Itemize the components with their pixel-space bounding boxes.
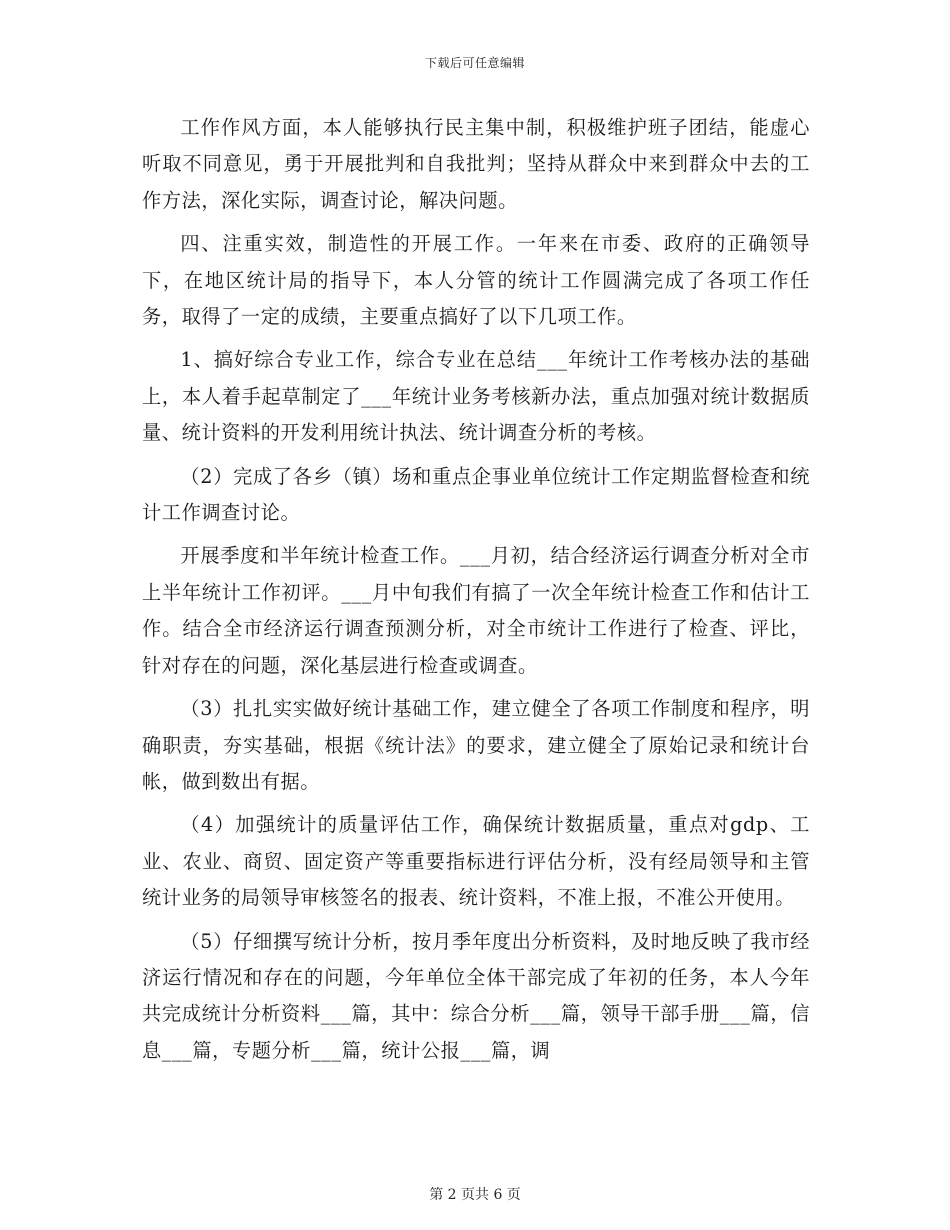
paragraph-item-1: 1、搞好综合专业工作，综合专业在总结___年统计工作考核办法的基础上，本人着手起草制定了___年统计业务考核新办法，重点加强对统计数据质量、统计资料的开发利用统计执法、统计调查分析的考核。 — [142, 348, 810, 445]
paragraph-quarterly-check: 开展季度和半年统计检查工作。___月初，结合经济运行调查分析对全市上半年统计工作初评。___月中旬我们有搞了一次全年统计检查工作和估计工作。结合全市经济运行调查预测分析，对全市统计工作进行了检查、评比，针对存在的问题，深化基层进行检查或调查。 — [142, 544, 810, 677]
paragraph-work-style: 工作作风方面，本人能够执行民主集中制，积极维护班子团结，能虚心听取不同意见，勇于开展批判和自我批判；坚持从群众中来到群众中去的工作方法，深化实际，调查讨论，解决问题。 — [142, 116, 810, 212]
paragraph-item-3: （3）扎扎实实做好统计基础工作，建立健全了各项工作制度和程序，明确职责，夯实基础，根据《统计法》的要求，建立健全了原始记录和统计台帐，做到数出有据。 — [142, 697, 810, 793]
paragraph-item-4: （4）加强统计的质量评估工作，确保统计数据质量，重点对gdp、工业、农业、商贸、固定资产等重要指标进行评估分析，没有经局领导和主管统计业务的局领导审核签名的报表、统计资料，不准上报，不准公开使用。 — [142, 813, 810, 910]
page-footer: 第 2 页共 6 页 — [429, 1187, 521, 1203]
page-header: 下载后可任意编辑 — [424, 56, 525, 70]
paragraph-item-2: （2）完成了各乡（镇）场和重点企事业单位统计工作定期监督检查和统计工作调查讨论。 — [142, 464, 810, 525]
paragraph-section-four: 四、注重实效，制造性的开展工作。一年来在市委、政府的正确领导下，在地区统计局的指导下，本人分管的统计工作圆满完成了各项工作任务，取得了一定的成绩，主要重点搞好了以下几项工作。 — [142, 232, 810, 329]
document-body — [142, 110, 810, 1076]
paragraph-item-5: （5）仔细撰写统计分析，按月季年度出分析资料，及时地反映了我市经济运行情况和存在的问题，今年单位全体干部完成了年初的任务，本人今年共完成统计分析资料___篇，其中：综合分析___篇，领导干部手册___篇，信息___篇，专题分析___篇，统计公报___篇，调 — [142, 929, 810, 1062]
